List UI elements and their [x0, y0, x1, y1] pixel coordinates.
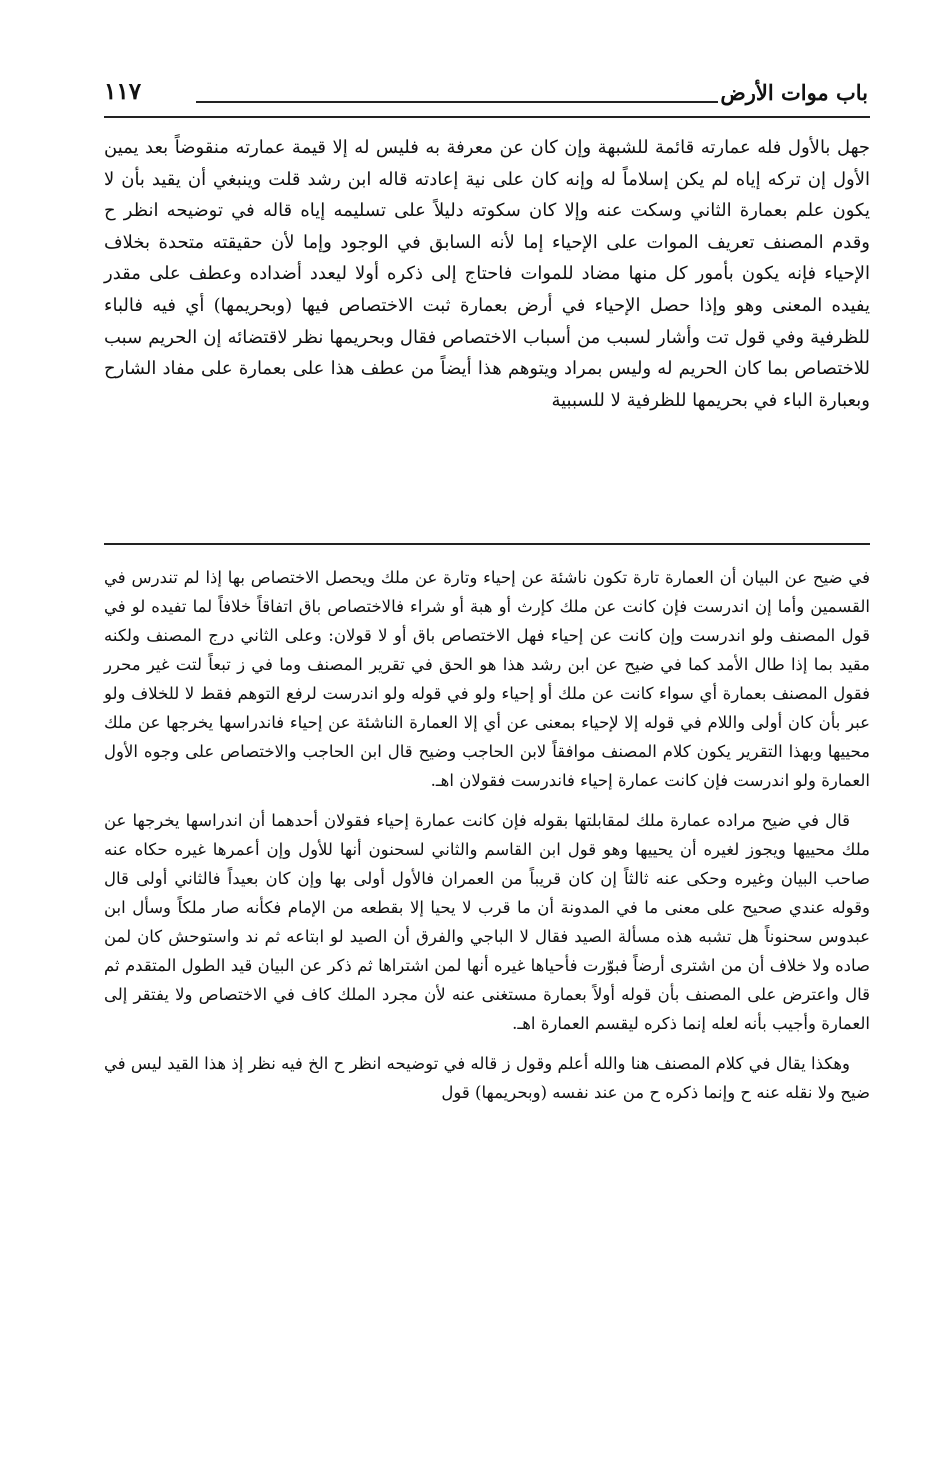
note-paragraph-1: في ضيح عن البيان أن العمارة تارة تكون ناشئة عن إحياء وتارة عن ملك ويحصل الاختصاص بها إذا لم تندرس في القسمين وأما إن اندرست فإن كانت عن ملك كإرث أو هبة أو شراء فالاختصاص باق اتفاقاً خلافاً لما تفيده لو في قول المصنف ولو اندرست وإن كانت عن إحياء فهل الاختصاص باق أو لا قولان: وعلى الثاني درج المصنف ولكنه مقيد بما إذا طال الأمد كما في ضيح عن ابن رشد هذا هو الحق في تقرير المصنف وما في ز تبعاً لتت غير محرر فقول المصنف بعمارة أي سواء كانت عن ملك أو إحياء ولو في قوله ولو اندرست لرفع التوهم فقط لا للخلاف ولو عبر بأن كان أولى واللام في قوله إلا لإحياء بمعنى عن أي إلا العمارة الناشئة عن إحياء فاندراسها يخرجها عن ملك محييها وبهذا التقرير يكون كلام المصنف موافقاً لابن الحاجب وضيح قال ابن الحاجب والاختصاص على وجوه الأول العمارة ولو اندرست فإن كانت عمارة إحياء فاندرست فقولان اهـ.: [104, 568, 870, 790]
page-number: ١١٧: [104, 78, 142, 105]
page-header: [104, 76, 868, 120]
commentary-notes: [104, 563, 870, 1118]
main-text: جهل بالأول فله عمارته قائمة للشبهة وإن كان عن معرفة به فليس له إلا قيمة عمارته منقوضاً بعد يمين الأول إن تركه إياه لم يكن إسلاماً له وإنه كان على نية إعادته قاله ابن رشد قلت وينبغي أن يقيد بأن لا يكون علم بعمارة الثاني وسكت عنه وإلا كان سكوته دليلاً على تسليمه إياه قاله في توضيحه انظر ح وقدم المصنف تعريف الموات على الإحياء إما لأنه السابق في الوجود وإما لأن حقيقته متحدة بخلاف الإحياء فإنه يكون بأمور كل منها مضاد للموات فاحتاج إلى ذكره أولا ليعدد أضداده وعطف على مقدر يفيده المعنى وهو وإذا حصل الإحياء في أرض بعمارة ثبت الاختصاص فيها (وبحريمها) أي فيه فالباء للظرفية وفي قول تت وأشار لسبب من أسباب الاختصاص فقال وبحريمها نظر لاقتضائه إن الحريم سبب للاختصاص بما كان الحريم له وليس بمراد ويتوهم هذا أيضاً من عطف هذا على بعمارة على مفاد الشارح وبعبارة الباء في بحريمها للظرفية لا للسببية: [104, 137, 870, 411]
header-divider: [104, 116, 870, 118]
chapter-title: باب موات الأرض: [720, 80, 868, 105]
note-paragraph-3: وهكذا يقال في كلام المصنف هنا والله أعلم وقول ز قاله في توضيحه انظر ح الخ فيه نظر إذ هذا القيد ليس في ضيح ولا نقله عنه ح وإنما ذكره ح من عند نفسه (وبحريمها) قول: [104, 1054, 870, 1102]
header-rule: [196, 101, 718, 103]
footnote-separator: [104, 543, 870, 545]
note-paragraph-2: قال في ضيح مراده عمارة ملك لمقابلتها بقوله فإن كانت عمارة إحياء فقولان أحدهما أن اندراسها يخرجها عن ملك محييها ويجوز لغيره أن يحييها وهو قول ابن القاسم والثاني لسحنون أنها للأول وإن أعمرها غيره حكاه عنه صاحب البيان وغيره وحكى عنه ثالثاً إن كان قريباً من العمران فالأول أولى بها وإن كان بعيداً فالثاني أولى قال وقوله عندي صحيح على معنى ما في المدونة أن ما قرب لا يحيا إلا بقطعه من الإمام فكأنه صار ملكاً وسأل ابن عبدوس سحنوناً هل تشبه هذه مسألة الصيد فقال لا الباجي والفرق أن الصيد لو ابتاعه ثم ند واستوحش كان لمن صاده ولا خلاف أن من اشترى أرضاً فبوّرت فأحياها غيره أنها لمن اشتراها ثم ذكر عن البيان قيد الطول المتقدم ثم قال واعترض على المصنف بأن قوله أولاً بعمارة مستغنى عنه لأن مجرد الملك كاف في الاختصاص ولا يفتقر إلى العمارة وأجيب بأنه لعله إنما ذكره ليقسم العمارة اهـ.: [104, 811, 870, 1033]
